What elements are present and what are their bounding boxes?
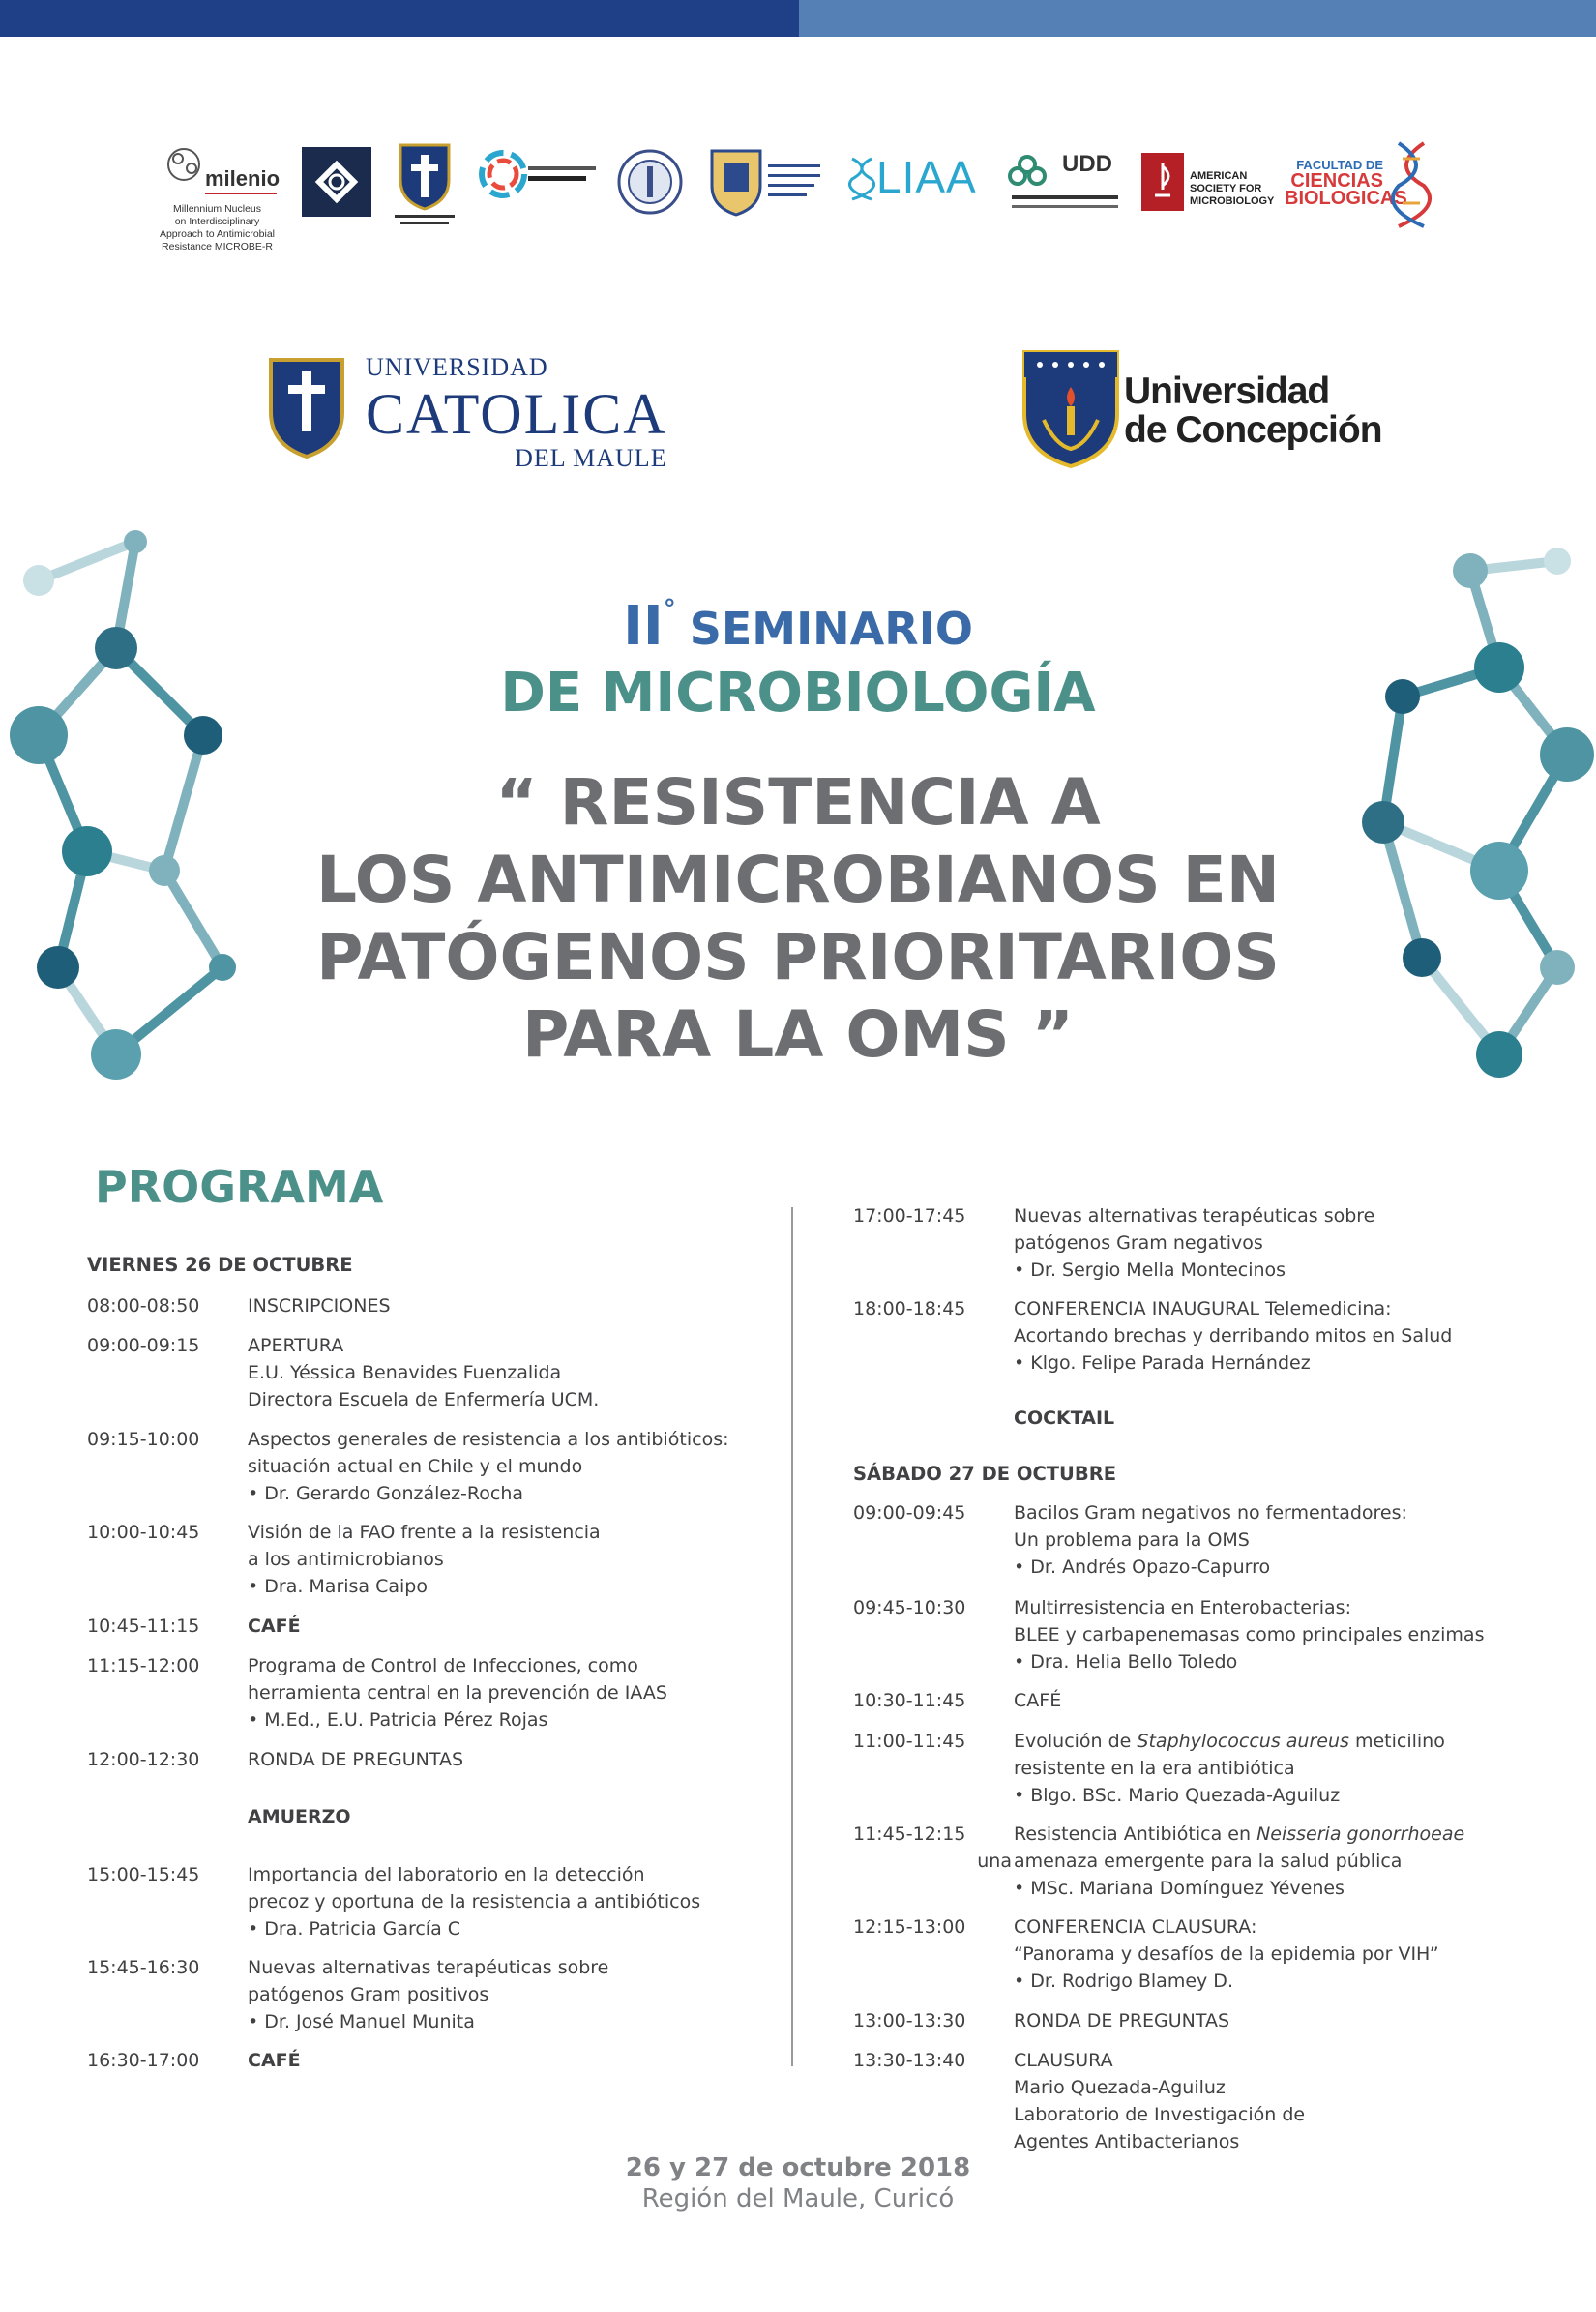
- asm-wordmark-line: AMERICAN: [1190, 170, 1248, 182]
- row-time: 11:45-12:15: [853, 1823, 966, 1845]
- row-line-part: amenaza emergente para la salud pública: [1014, 1851, 1403, 1872]
- microbiology-title: DE MICROBIOLOGÍA: [500, 662, 1096, 725]
- row-line: situación actual en Chile y el mundo: [248, 1456, 583, 1477]
- ucm-wordmark: [366, 353, 667, 473]
- row-time: 18:00-18:45: [853, 1298, 966, 1319]
- row-line: Visión de la FAO frente a la resistencia: [248, 1522, 601, 1543]
- row-line: CAFÉ: [248, 2050, 301, 2071]
- milenio-wordmark: milenio: [205, 166, 281, 191]
- fcb-line2: CIENCIAS: [1290, 170, 1383, 192]
- column-divider: [791, 1207, 793, 2066]
- row-line: • Dr. Sergio Mella Montecinos: [1014, 1260, 1286, 1281]
- fcb-wordmark: [1285, 158, 1407, 209]
- row-time: 09:00-09:15: [87, 1335, 200, 1356]
- row-line: RONDA DE PREGUNTAS: [1014, 2010, 1230, 2031]
- row-time: 12:15-13:00: [853, 1916, 966, 1938]
- row-line: resistente en la era antibiótica: [1014, 1758, 1295, 1779]
- row-detail: [248, 1332, 599, 1413]
- main-title-line: PARA LA OMS ”: [521, 997, 1075, 1072]
- row-line: • Klgo. Felipe Parada Hernández: [1014, 1352, 1311, 1374]
- row-line: COCKTAIL: [1014, 1408, 1115, 1429]
- puc-shield-icon: [706, 141, 766, 219]
- top-color-bar: [0, 0, 1596, 37]
- row-line: Laboratorio de Investigación de: [1014, 2104, 1306, 2125]
- row-line: Un problema para la OMS: [1014, 1529, 1250, 1551]
- ucm-line3: DEL MAULE: [515, 444, 667, 472]
- row-line: RONDA DE PREGUNTAS: [248, 1749, 464, 1770]
- row-line: • Dr. José Manuel Munita: [248, 2011, 475, 2032]
- row-line: Nuevas alternativas terapéuticas sobre: [248, 1957, 609, 1978]
- row-line: • MSc. Mariana Domínguez Yévenes: [1014, 1878, 1345, 1899]
- row-line: Bacilos Gram negativos no fermentadores:: [1014, 1502, 1407, 1524]
- row-detail: [248, 1746, 463, 1773]
- row-line: Multirresistencia en Enterobacterias:: [1014, 1597, 1351, 1618]
- row-line: CLAUSURA: [1014, 2050, 1113, 2071]
- row-time: 11:00-11:45: [853, 1731, 966, 1752]
- day-label-friday: VIERNES 26 DE OCTUBRE: [87, 1254, 353, 1276]
- dna-icon: [847, 155, 876, 203]
- row-time: 09:45-10:30: [853, 1597, 966, 1618]
- puc-text-lines-icon: [766, 161, 824, 209]
- ucm-shield-icon: [267, 356, 346, 460]
- row-detail: [1014, 1295, 1452, 1377]
- row-detail: [248, 1292, 391, 1319]
- row-detail: [248, 1954, 608, 2035]
- row-time: 12:00-12:30: [87, 1749, 200, 1770]
- milenio-caption: [147, 203, 287, 253]
- row-line: • M.Ed., E.U. Patricia Pérez Rojas: [248, 1709, 548, 1731]
- milenio-caption-line: on Interdisciplinary: [174, 216, 260, 227]
- asm-wordmark-line: MICROBIOLOGY: [1190, 195, 1275, 207]
- row-line: • Dra. Marisa Caipo: [248, 1576, 428, 1597]
- programa-heading: PROGRAMA: [95, 1161, 384, 1213]
- row-detail: [1014, 1202, 1374, 1284]
- row-detail: [1014, 2007, 1229, 2034]
- row-time: 15:00-15:45: [87, 1864, 200, 1885]
- row-line: [977, 1848, 1464, 1875]
- asm-logo-icon: [1141, 153, 1184, 211]
- row-time: 11:15-12:00: [87, 1655, 200, 1676]
- seminar-roman-numeral: II: [623, 595, 664, 658]
- row-line: INSCRIPCIONES: [248, 1295, 391, 1317]
- row-time: 13:00-13:30: [853, 2010, 966, 2031]
- row-line-part: Evolución de: [1014, 1731, 1138, 1752]
- udec-line1: Universidad: [1124, 371, 1330, 412]
- row-line: APERTURA: [248, 1335, 344, 1356]
- milenio-caption-line: Approach to Antimicrobial: [159, 228, 276, 240]
- row-time: 09:15-10:00: [87, 1429, 200, 1450]
- row-line: • Dr. Andrés Opazo-Capurro: [1014, 1556, 1271, 1578]
- row-time: 10:30-11:45: [853, 1690, 966, 1711]
- row-line: CAFÉ: [1014, 1690, 1062, 1711]
- row-line: patógenos Gram positivos: [248, 1984, 489, 2005]
- row-line: Nuevas alternativas terapéuticas sobre: [1014, 1205, 1375, 1227]
- udec-wordmark: [1124, 372, 1382, 450]
- ucm-line1: UNIVERSIDAD: [366, 353, 548, 381]
- row-line: • Dra. Helia Bello Toledo: [1014, 1651, 1238, 1673]
- species-name: Neisseria gonorrhoeae: [1256, 1823, 1465, 1845]
- main-title-line: “ RESISTENCIA A: [495, 765, 1101, 840]
- row-line-part: meticilino: [1348, 1731, 1445, 1752]
- row-detail: [1014, 1405, 1114, 1432]
- row-detail: [248, 1519, 601, 1600]
- udec-line2: de Concepción: [1124, 409, 1382, 451]
- row-detail: [248, 1861, 700, 1942]
- row-time: 17:00-17:45: [853, 1205, 966, 1227]
- row-line: • Dr. Gerardo González-Rocha: [248, 1483, 523, 1504]
- top-bar-light-segment: [799, 0, 1596, 37]
- row-time: 15:45-16:30: [87, 1957, 200, 1978]
- asm-wordmark: [1190, 170, 1274, 208]
- partner-seal-icon: [617, 149, 683, 215]
- species-name: Staphylococcus aureus: [1137, 1731, 1349, 1752]
- row-line: CONFERENCIA CLAUSURA:: [1014, 1916, 1257, 1938]
- row-detail: [1014, 2047, 1305, 2155]
- row-line-part: una: [977, 1851, 1012, 1872]
- row-line: herramienta central en la prevención de IAAS: [248, 1682, 667, 1704]
- asm-wordmark-line: SOCIETY FOR: [1190, 183, 1262, 194]
- day-label-saturday: SÁBADO 27 DE OCTUBRE: [853, 1463, 1117, 1485]
- row-time: 16:30-17:00: [87, 2050, 200, 2071]
- row-line: AMUERZO: [248, 1806, 351, 1827]
- row-line: CONFERENCIA INAUGURAL Telemedicina:: [1014, 1298, 1392, 1319]
- row-detail: [1014, 1499, 1407, 1581]
- row-detail: [248, 1652, 667, 1734]
- row-line: patógenos Gram negativos: [1014, 1232, 1263, 1254]
- row-line: “Panorama y desafíos de la epidemia por VIH”: [1014, 1943, 1439, 1965]
- row-time: 13:30-13:40: [853, 2050, 966, 2071]
- main-title-line: PATÓGENOS PRIORITARIOS: [316, 920, 1280, 994]
- udd-wordmark: UDD: [1062, 151, 1112, 177]
- top-bar-dark-segment: [0, 0, 799, 37]
- seminar-number-title: [0, 595, 1596, 658]
- row-detail: [1014, 1913, 1439, 1995]
- row-detail: [1014, 1728, 1445, 1809]
- fcb-line1: FACULTAD DE: [1296, 158, 1383, 172]
- row-line: Acortando brechas y derribando mitos en Salud: [1014, 1325, 1453, 1347]
- fcb-helix-icon: [1385, 139, 1437, 230]
- row-detail: [248, 2047, 301, 2074]
- row-detail: [977, 1821, 1465, 1902]
- row-line: [1014, 1821, 1464, 1848]
- milenio-caption-line: Resistance MICROBE-R: [162, 241, 273, 252]
- fcb-line3: BIOLOGICAS: [1285, 188, 1407, 209]
- row-line: a los antimicrobianos: [248, 1549, 444, 1570]
- partner-square-logo-icon: [302, 147, 371, 217]
- row-detail: [248, 1426, 729, 1507]
- row-detail: [248, 1803, 351, 1830]
- milenio-caption-line: Millennium Nucleus: [172, 203, 262, 215]
- row-detail: [1014, 1594, 1484, 1675]
- row-line: CAFÉ: [248, 1615, 301, 1637]
- main-title-line: LOS ANTIMICROBIANOS EN: [316, 843, 1280, 917]
- row-line: Agentes Antibacterianos: [1014, 2131, 1240, 2152]
- main-theme-title: [232, 764, 1364, 1074]
- row-detail: [248, 1613, 301, 1640]
- row-line-part: Resistencia Antibiótica en: [1014, 1823, 1257, 1845]
- row-line: E.U. Yéssica Benavides Fuenzalida: [248, 1362, 562, 1383]
- udec-shield-icon: [1020, 348, 1121, 470]
- row-time: 08:00-08:50: [87, 1295, 200, 1317]
- row-time: 10:00-10:45: [87, 1522, 200, 1543]
- row-time: 10:45-11:15: [87, 1615, 200, 1637]
- row-line: Importancia del laboratorio en la detección: [248, 1864, 645, 1885]
- liaa-wordmark: LIAA: [876, 152, 977, 202]
- ucm-small-shield-icon: [393, 141, 457, 228]
- row-line: Mario Quezada-Aguiluz: [1014, 2077, 1226, 2098]
- seminar-ordinal-mark: °: [663, 595, 676, 624]
- row-line: Directora Escuela de Enfermería UCM.: [248, 1389, 600, 1410]
- row-line: • Blgo. BSc. Mario Quezada-Aguiluz: [1014, 1785, 1341, 1806]
- row-line: • Dra. Patricia García C: [248, 1918, 461, 1940]
- row-line: Aspectos generales de resistencia a los antibióticos:: [248, 1429, 729, 1450]
- row-line: • Dr. Rodrigo Blamey D.: [1014, 1971, 1233, 1992]
- event-dates: 26 y 27 de octubre 2018: [625, 2153, 971, 2182]
- row-line: BLEE y carbapenemasas como principales enzimas: [1014, 1624, 1485, 1645]
- student-center-logo-icon: [476, 147, 602, 201]
- row-time: 09:00-09:45: [853, 1502, 966, 1524]
- ucm-line2: CATOLICA: [366, 382, 667, 446]
- row-line: Programa de Control de Infecciones, como: [248, 1655, 638, 1676]
- row-line: [1014, 1728, 1445, 1755]
- row-detail: [1014, 1687, 1061, 1714]
- row-line: precoz y oportuna de la resistencia a antibióticos: [248, 1891, 701, 1912]
- event-location: Región del Maule, Curicó: [641, 2184, 955, 2213]
- seminar-word: SEMINARIO: [689, 603, 973, 655]
